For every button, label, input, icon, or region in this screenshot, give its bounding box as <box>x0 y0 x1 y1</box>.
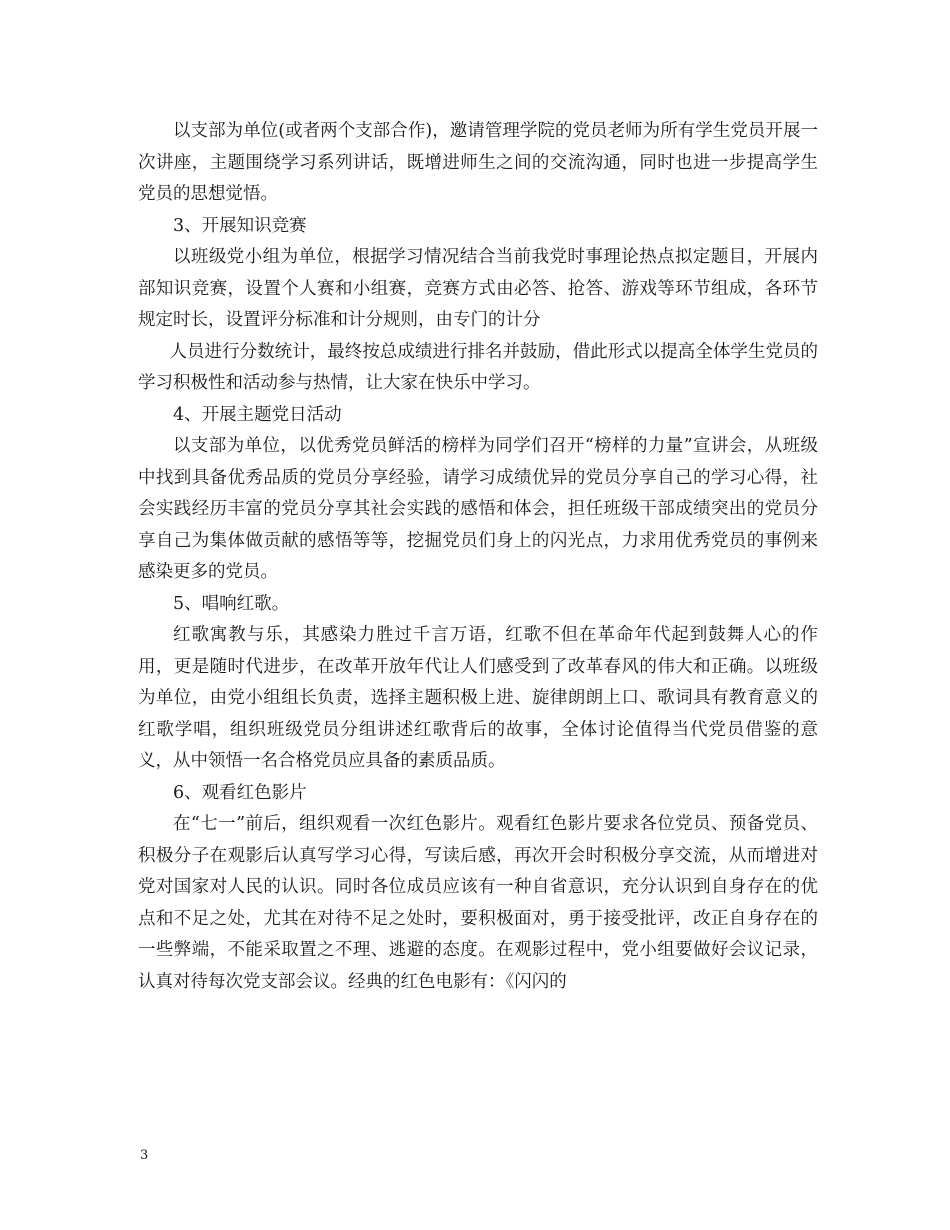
heading-party-day: 4、开展主题党日活动 <box>173 404 342 425</box>
paragraph-red-songs: 红歌寓教与乐，其感染力胜过千言万语，红歌不但在革命年代起到鼓舞人心的作用，更是随时代进步，在改革开放年代让人们感受到了改革春风的伟大和正确。以班级为单位，由党小组组长负责，选择主题积极上进、旋律朗朗上口、歌词具有教育意义的红歌学唱，组织班级党员分组讲述红歌背后的故事，全体讨论值得当代党员借鉴的意义，从中领悟一名合格党员应具备的素质品质。 <box>138 625 818 771</box>
paragraph-red-films: 在“七一”前后，组织观看一次红色影片。观看红色影片要求各位党员、预备党员、积极分子在观影后认真写学习心得，写读后感，再次开会时积极分享交流，从而增进对党对国家对人民的认识。同时各位成员应该有一种自省意识，充分认识到自身存在的优点和不足之处，尤其在对待不足之处时，要积极面对，勇于接受批评，改正自身存在的一些弊端，不能采取置之不理、逃避的态度。在观影过程中，党小组要做好会议记录，认真对待每次党支部会议。经典的红色电影有：《闪闪的 <box>138 814 818 992</box>
page-number: 3 <box>140 1148 149 1163</box>
paragraph-knowledge-contest-continued: 人员进行分数统计，最终按总成绩进行排名并鼓励，借此形式以提高全体学生党员的学习积极性和活动参与热情，让大家在快乐中学习。 <box>138 341 818 393</box>
paragraph-lecture: 以支部为单位(或者两个支部合作)，邀请管理学院的党员老师为所有学生党员开展一次讲座，主题围绕学习系列讲话，既增进师生之间的交流沟通，同时也进一步提高学生党员的思想觉悟。 <box>138 121 818 204</box>
paragraph-knowledge-contest: 以班级党小组为单位，根据学习情况结合当前我党时事理论热点拟定题目，开展内部知识竞赛，设置个人赛和小组赛，竞赛方式由必答、抢答、游戏等环节组成，各环节规定时长，设置评分标准和计分规则，由专门的计分 <box>138 247 818 330</box>
heading-knowledge-contest: 3、开展知识竞赛 <box>173 215 307 236</box>
document-body <box>138 116 818 998</box>
paragraph-party-day: 以支部为单位，以优秀党员鲜活的榜样为同学们召开“榜样的力量”宣讲会，从班级中找到具备优秀品质的党员分享经验，请学习成绩优异的党员分享自己的学习心得，社会实践经历丰富的党员分享其社会实践的感悟和体会，担任班级干部成绩突出的党员分享自己为集体做贡献的感悟等等，挖掘党员们身上的闪光点，力求用优秀党员的事例来感染更多的党员。 <box>138 436 818 582</box>
heading-red-songs: 5、唱响红歌。 <box>173 593 290 614</box>
heading-red-films: 6、观看红色影片 <box>173 782 307 803</box>
